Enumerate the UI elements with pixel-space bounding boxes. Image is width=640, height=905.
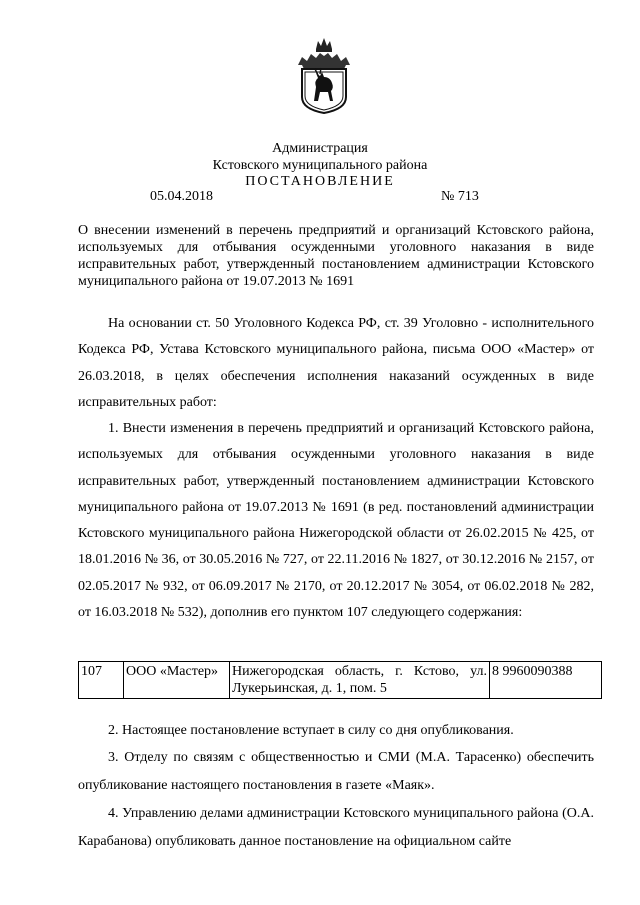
header-line-2: Кстовского муниципального района [212, 158, 428, 173]
header-line-1: Администрация [272, 141, 368, 156]
table-cell-phone: 8 9960090388 [490, 662, 602, 699]
paragraph-4: 4. Управлению делами администрации Кстовского муниципального района (О.А. Карабанова) опубликовать данное постановление на официальном сайте [78, 806, 594, 849]
table-cell-org: ООО «Мастер» [124, 662, 230, 699]
document-number: № 713 [441, 189, 479, 204]
table-cell-num: 107 [79, 662, 124, 699]
document-title: ПОСТАНОВЛЕНИЕ [245, 174, 395, 189]
paragraph-1: 1. Внести изменения в перечень предприятий и организаций Кстовского района, используемых для отбывания осужденными уголовного наказания в виде исправительных работ, утвержденный постановлением администрации Кстовского муниципального района от 19.07.2013 № 1691 (в ред. постановлений администрации Кстовского муниципального района Нижегородской области от 26.02.2015 № 425, от 18.01.2016 № 36, от 30.05.2016 № 727, от 22.11.2016 № 1827, от 30.12.2016 № 2157, от 02.05.2017 № 932, от 06.09.2017 № 2170, от 20.12.2017 № 3054, от 06.02.2018 № 282, от 16.03.2018 № 532), дополнив его пунктом 107 следующего содержания: [78, 421, 594, 621]
document-subject: О внесении изменений в перечень предприятий и организаций Кстовского района, используемых для отбывания осужденными уголовного наказания в виде исправительных работ, утвержденный постановлением администрации Кстовского муниципального района от 19.07.2013 № 1691 [78, 223, 594, 289]
paragraph-3: 3. Отделу по связям с общественностью и СМИ (М.А. Тарасенко) обеспечить опубликование настоящего постановления в газете «Маяк». [78, 750, 594, 793]
organizations-table [78, 661, 602, 699]
document-date: 05.04.2018 [150, 189, 213, 204]
paragraph-basis: На основании ст. 50 Уголовного Кодекса РФ, ст. 39 Уголовно - исполнительного Кодекса РФ, Устава Кстовского муниципального района, письма ООО «Мастер» от 26.03.2018, в целях обеспечения исполнения наказаний осужденных в виде исправительных работ: [78, 316, 594, 410]
table-row [79, 662, 602, 699]
paragraph-2: 2. Настоящее постановление вступает в силу со дня опубликования. [108, 723, 514, 738]
table-cell-address: Нижегородская область, г. Кстово, ул. Лукерьинская, д. 1, пом. 5 [230, 662, 490, 699]
coat-of-arms-icon [294, 35, 354, 115]
